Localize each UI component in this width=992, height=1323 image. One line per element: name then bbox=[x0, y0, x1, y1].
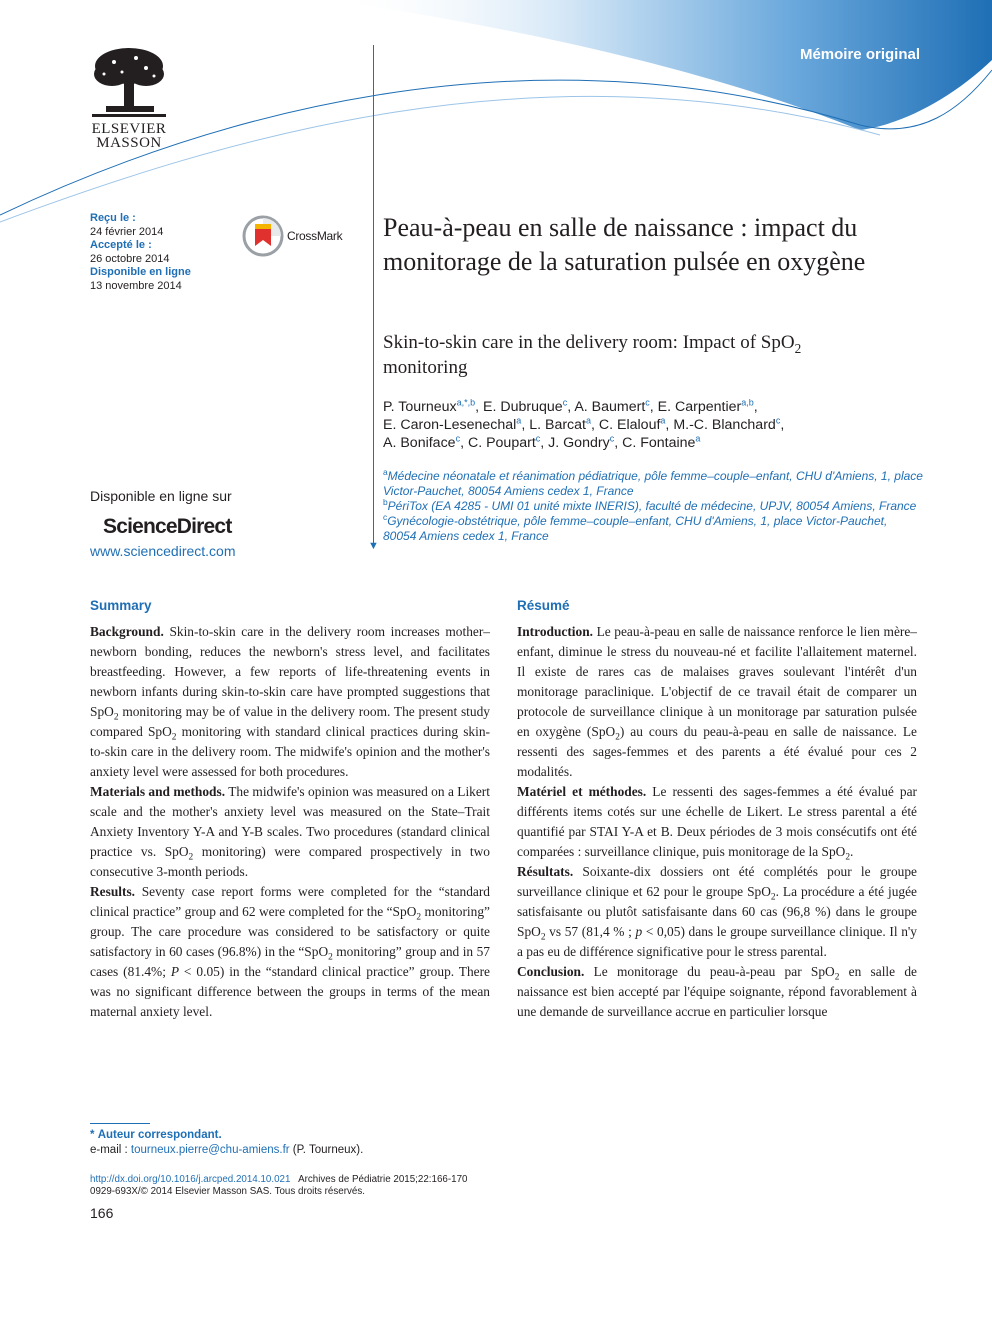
chevron-down-icon: ▼ bbox=[368, 540, 379, 552]
doi-link[interactable]: http://dx.doi.org/10.1016/j.arcped.2014.10.021 bbox=[90, 1174, 291, 1185]
email-suffix: (P. Tourneux). bbox=[289, 1144, 364, 1156]
author-separator: , bbox=[521, 417, 530, 433]
article-subtitle: Skin-to-skin care in the delivery room: Impact of SpO$_2$ monitoring bbox=[383, 332, 802, 378]
author-separator: , bbox=[475, 399, 484, 415]
author-name: A. Boniface bbox=[383, 435, 456, 451]
summary-background: Background. Skin-to-skin care in the delivery room increases mother–newborn bonding, reduces the newborn's stress level, and facilitates breastfeeding. However, a few reports of life-threatening events in newborn infants during skin-to-skin care have prompted suggestions that SpO$_2$ monitoring may be of value in the delivery room. The present study compared SpO$_2$ monitoring with standard clinical practices during skin-to-skin care in the delivery room. The midwife's opinion and the mother's anxiety level were assessed for both procedures. bbox=[90, 624, 490, 779]
author-name: C. Elalouf bbox=[598, 417, 661, 433]
author-affiliation-marker: c bbox=[455, 433, 461, 444]
article-title: Peau-à-peau en salle de naissance : impact du monitorage de la saturation pulsée en oxygène bbox=[383, 213, 866, 276]
affiliation-key: a bbox=[383, 467, 388, 477]
corresponding-author-note bbox=[90, 1128, 363, 1158]
author-name: E. Caron-Lesenechal bbox=[383, 417, 517, 433]
resume-conclusion: Conclusion. Le monitorage du peau-à-peau par SpO$_2$ en salle de naissance est bien accepté par l'équipe soignante, répond favorablement à une demande de surveillance accrue en particulier lorsque bbox=[517, 964, 917, 1019]
author-affiliation-marker: a,b bbox=[741, 397, 754, 408]
author-affiliation-marker: c bbox=[609, 433, 615, 444]
affiliation-text: PériTox (EA 4285 - UMI 01 unité mixte INERIS), faculté de médecine, UPJV, 80054 Amiens, France bbox=[387, 499, 917, 513]
affiliation-key: c bbox=[383, 512, 388, 522]
author-separator: , bbox=[591, 417, 599, 433]
resume-heading: Résumé bbox=[517, 598, 570, 613]
resume-column bbox=[517, 596, 917, 1022]
elsevier-tree-icon bbox=[84, 44, 174, 122]
summary-column bbox=[90, 596, 490, 1022]
article-dates bbox=[90, 212, 191, 293]
affiliation-text: Médecine néonatale et réanimation pédiatrique, pôle femme–couple–enfant, CHU d'Amiens, 1, place Victor-Pauchet, 80054 Amiens cedex 1, France bbox=[383, 469, 923, 498]
author-affiliation-marker: c bbox=[535, 433, 541, 444]
received-date: 24 février 2014 bbox=[90, 225, 164, 238]
crossmark-icon bbox=[242, 215, 284, 257]
author-separator: , bbox=[567, 399, 575, 415]
available-online-label: Disponible en ligne sur bbox=[90, 488, 232, 504]
author-affiliation-marker: a bbox=[516, 415, 522, 426]
summary-results: Results. Seventy case report forms were completed for the “standard clinical practice” group and 62 were completed for the “SpO$_2$ monitoring” group. The care procedure was considered to be satisfactory or quite satisfactory in 60 cases (96.8%) in the “SpO$_2$ monitoring” group and in 57 cases (81.4%; P < 0.05) in the “standard clinical practice” group. There was no significant difference between the groups in terms of the mean maternal anxiety level. bbox=[90, 884, 490, 1019]
author-affiliation-marker: a bbox=[660, 415, 666, 426]
author-name: E. Dubruque bbox=[483, 399, 563, 415]
publisher-name-line2: MASSON bbox=[96, 135, 162, 151]
author-name: E. Carpentier bbox=[657, 399, 742, 415]
received-label: Reçu le : bbox=[90, 212, 136, 224]
author-name: C. Fontaine bbox=[622, 435, 696, 451]
affiliation-item bbox=[383, 499, 923, 514]
online-date: 13 novembre 2014 bbox=[90, 279, 182, 292]
author-affiliation-marker: a bbox=[585, 415, 591, 426]
author-separator: , bbox=[540, 435, 549, 451]
author-affiliation-marker: c bbox=[775, 415, 781, 426]
affiliations bbox=[383, 469, 923, 544]
publisher-name-line1: ELSEVIER bbox=[91, 121, 167, 137]
author-affiliation-marker: c bbox=[645, 397, 650, 408]
section-label: Mémoire original bbox=[799, 46, 920, 63]
affiliation-item bbox=[383, 469, 923, 499]
author-name: L. Barcat bbox=[529, 417, 586, 433]
corresponding-label: Auteur correspondant. bbox=[97, 1129, 222, 1141]
sciencedirect-link[interactable]: www.sciencedirect.com bbox=[90, 543, 236, 559]
resume-methods: Matériel et méthodes. Le ressenti des sages-femmes a été évalué par différents items cotés sur une échelle de Likert. Le stress parental a été quantifié par STAI Y-A et B. Deux périodes de 3 mois consécutifs ont été comparées : surveillance clinique, puis monitorage de la SpO$_2$. bbox=[517, 784, 917, 863]
author-name: J. Gondry bbox=[548, 435, 610, 451]
author-affiliation-marker: c bbox=[562, 397, 568, 408]
author-separator: , bbox=[649, 399, 658, 415]
affiliation-item bbox=[383, 514, 923, 544]
author-name: C. Poupart bbox=[467, 435, 536, 451]
author-name: P. Tourneux bbox=[383, 399, 457, 415]
resume-results: Résultats. Soixante-dix dossiers ont été complétés pour le groupe surveillance clinique et 62 pour le groupe SpO$_2$. La procédure a été jugée satisfaisante ou plutôt satisfaisante dans 60 cas (96,8 %) dans le groupe SpO$_2$ vs 57 (81,4 % ; p < 0,05) dans le groupe surveillance clinique. Il n'y a pas eu de différence significative pour le stress parental. bbox=[517, 864, 917, 959]
author-affiliation-marker: a bbox=[695, 433, 701, 444]
email-label: e-mail : bbox=[90, 1144, 131, 1156]
author-name: M.-C. Blanchard bbox=[673, 417, 776, 433]
summary-methods: Materials and methods. The midwife's opinion was measured on a Likert scale and the mother's anxiety level was measured on the State–Trait Anxiety Inventory Y-A and Y-B scales. Two procedures (standard clinical practice vs. SpO$_2$ monitoring) were compared prospectively in two consecutive 3-month periods. bbox=[90, 784, 490, 879]
crossmark-label: CrossMark bbox=[287, 229, 343, 243]
affiliation-text: Gynécologie-obstétrique, pôle femme–couple–enfant, CHU d'Amiens, 1, place Victor-Pauchet, 80054 Amiens cedex 1, France bbox=[383, 514, 888, 543]
author-separator: , bbox=[665, 417, 674, 433]
author-affiliation-marker: a,*,b bbox=[456, 397, 476, 408]
accepted-label: Accepté le : bbox=[90, 239, 152, 251]
footnote-rule bbox=[90, 1123, 150, 1124]
sciencedirect-logo: ScienceDirect bbox=[103, 515, 232, 538]
vertical-guide-line bbox=[373, 45, 374, 545]
publisher-logo bbox=[84, 44, 174, 150]
crossmark-badge[interactable] bbox=[242, 215, 354, 257]
journal-citation: Archives de Pédiatrie 2015;22:166-170 bbox=[290, 1174, 468, 1185]
email-link[interactable]: tourneux.pierre@chu-amiens.fr bbox=[130, 1144, 290, 1156]
corresponding-marker: * bbox=[90, 1129, 95, 1141]
accepted-date: 26 octobre 2014 bbox=[90, 252, 170, 265]
summary-heading: Summary bbox=[90, 598, 152, 613]
author-list bbox=[383, 398, 943, 452]
affiliation-key: b bbox=[383, 497, 388, 507]
copyright: 0929-693X/© 2014 Elsevier Masson SAS. Tous droits réservés. bbox=[90, 1186, 365, 1197]
resume-introduction: Introduction. Le peau-à-peau en salle de naissance renforce le lien mère–enfant, diminue le stress du nouveau-né et facilite l'allaitement maternel. Il existe de rares cas de malaises graves soulevant l'intérêt d'un monitorage paraclinique. L'objectif de ce travail était de comparer un protocole de surveillance clinique à un monitorage par saturation pulsée en oxygène (SpO$_2$) au cours du peau-à-peau en salle de naissance. Le ressenti des sages-femmes et des parents a été évalué pour ces 2 modalités. bbox=[517, 624, 917, 779]
author-separator: , bbox=[753, 399, 758, 415]
author-separator: , bbox=[780, 417, 785, 433]
author-name: A. Baumert bbox=[574, 399, 646, 415]
author-separator: , bbox=[614, 435, 623, 451]
page-number: 166 bbox=[90, 1205, 114, 1221]
bibliographic-info bbox=[90, 1174, 467, 1198]
online-label: Disponible en ligne bbox=[90, 266, 191, 278]
author-separator: , bbox=[460, 435, 468, 451]
